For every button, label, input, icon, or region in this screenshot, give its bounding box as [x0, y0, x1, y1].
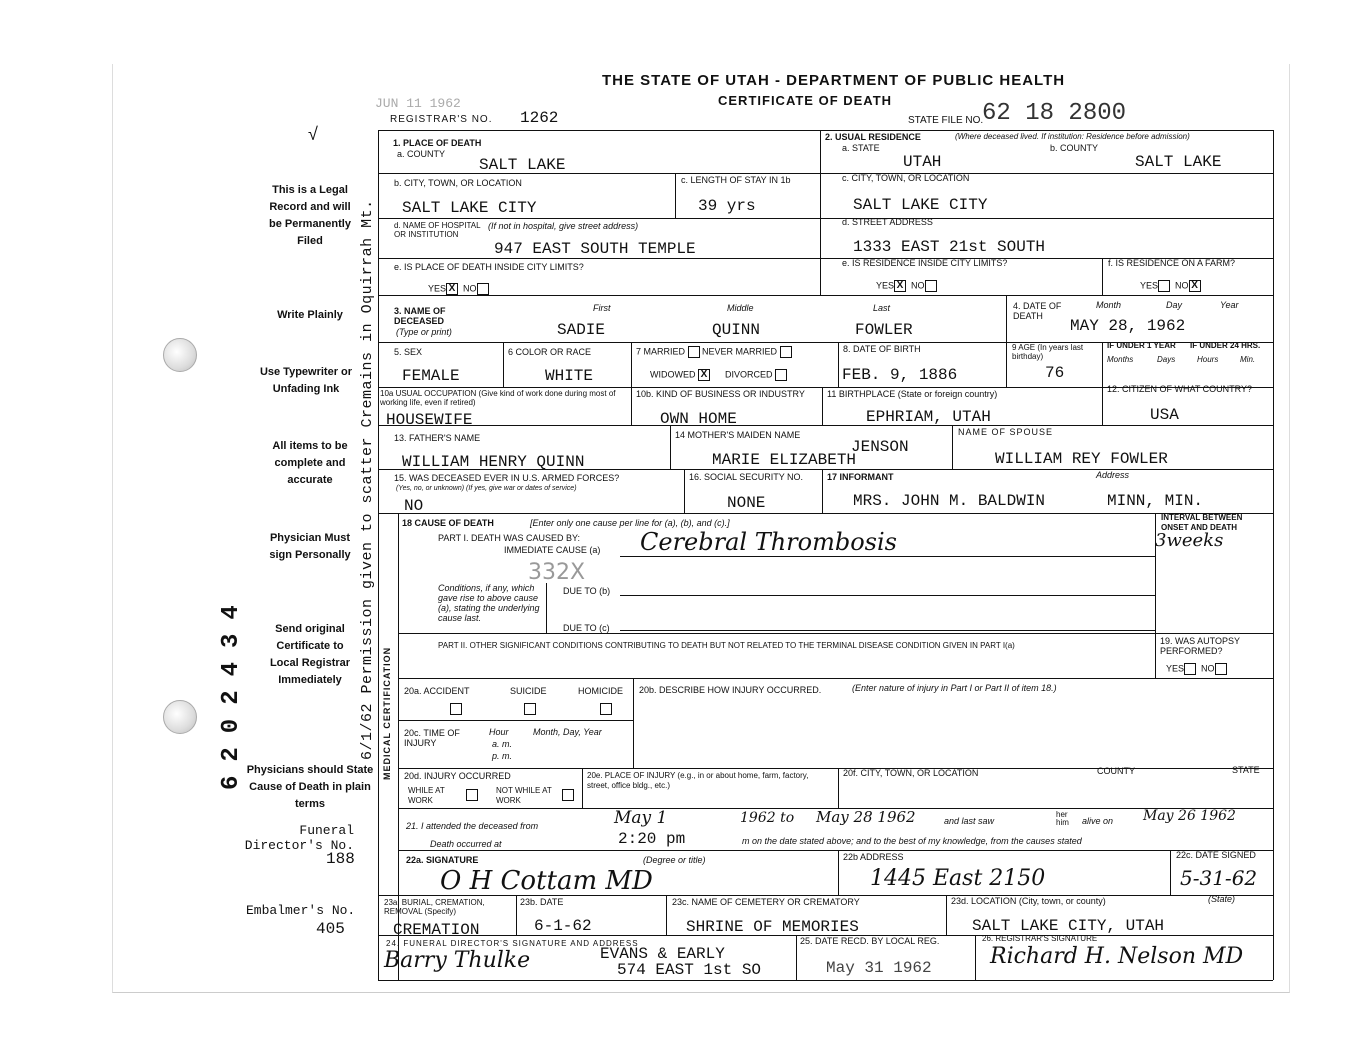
- write-plainly-note: Write Plainly: [277, 309, 343, 321]
- state-file-label: STATE FILE NO.: [908, 115, 984, 126]
- form-title: THE STATE OF UTAH - DEPARTMENT OF PUBLIC HEALTH: [602, 72, 1066, 89]
- physician-address: 1445 East 2150: [870, 866, 1046, 891]
- business-industry: OWN HOME: [660, 410, 737, 428]
- form-subtitle: CERTIFICATE OF DEATH: [718, 93, 893, 108]
- funeral-director-label: Funeral Director's No.: [244, 823, 354, 853]
- punch-hole-bottom: [163, 700, 197, 734]
- date-received: May 31 1962: [826, 959, 932, 977]
- legal-record-note: This is a Legal Record and will be Permanently Filed: [269, 184, 351, 247]
- residence-street: 1333 EAST 21st SOUTH: [853, 238, 1046, 256]
- deceased-middle-name: QUINN: [712, 321, 761, 339]
- last-seen-alive: May 26 1962: [1143, 808, 1236, 824]
- birthplace: EPHRIAM, UTAH: [866, 408, 991, 426]
- informant-name: MRS. JOHN M. BALDWIN: [853, 492, 1046, 510]
- age: 76: [1045, 364, 1065, 382]
- cremains-permission-note: 6/1/62 Permission given to scatter Cremains in Oquirrah Mt.: [359, 199, 376, 760]
- race: WHITE: [545, 367, 594, 385]
- physician-signature: O H Cottam MD: [440, 866, 653, 896]
- funeral-director-signature: Barry Thulke: [384, 948, 531, 973]
- cemetery-location: SALT LAKE CITY, UTAH: [972, 917, 1165, 935]
- attended-from: May 1: [614, 808, 668, 828]
- mother-maiden-name: MARIE ELIZABETH: [712, 451, 857, 469]
- funeral-home-name: EVANS & EARLY: [600, 945, 725, 963]
- residence-state: UTAH: [903, 153, 942, 171]
- spouse-name: WILLIAM REY FOWLER: [995, 450, 1168, 468]
- attended-to: May 28 1962: [816, 808, 916, 826]
- immediate-cause: Cerebral Thrombosis: [640, 528, 897, 556]
- disposition-date: 6-1-62: [534, 917, 592, 935]
- registrar-no: 1262: [520, 109, 559, 127]
- residence-county: SALT LAKE: [1135, 153, 1222, 171]
- death-in-city-limits: YES X NO: [428, 283, 489, 295]
- social-security-no: NONE: [727, 494, 766, 512]
- typewriter-note: Use Typewriter or Unfading Ink: [259, 366, 353, 395]
- received-stamp: JUN 11 1962: [375, 96, 461, 111]
- autopsy-performed: YES NO: [1166, 663, 1227, 675]
- date-of-birth: FEB. 9, 1886: [842, 366, 958, 384]
- check-mark: √: [308, 124, 318, 144]
- interval-a: 3weeks: [1155, 530, 1224, 551]
- physicians-should-note: Physicians should State Cause of Death in plain terms: [246, 764, 374, 810]
- cemetery-name: SHRINE OF MEMORIES: [686, 918, 859, 936]
- punch-hole-top: [163, 338, 197, 372]
- registrar-no-label: REGISTRAR'S NO.: [390, 114, 493, 125]
- embalmer-no: 405: [316, 920, 345, 938]
- deceased-first-name: SADIE: [557, 321, 606, 339]
- registrar-signature: Richard H. Nelson MD: [990, 944, 1244, 969]
- citizenship: USA: [1150, 406, 1179, 424]
- date-of-death: MAY 28, 1962: [1070, 317, 1186, 335]
- funeral-director-no: 188: [326, 850, 355, 868]
- death-county: SALT LAKE: [479, 156, 566, 174]
- deceased-last-name: FOWLER: [855, 321, 913, 339]
- residence-on-farm: YES NO X: [1140, 280, 1201, 292]
- armed-forces: NO: [404, 497, 424, 515]
- hospital-name: 947 EAST SOUTH TEMPLE: [494, 240, 696, 258]
- length-of-stay: 39 yrs: [698, 197, 756, 215]
- physician-sign-note: Physician Must sign Personally: [269, 532, 351, 561]
- send-original-note: Send original Certificate to Local Registrar Immediately: [269, 623, 351, 686]
- side-serial-number: 6202434: [218, 591, 245, 790]
- funeral-home-address: 574 EAST 1st SO: [617, 961, 762, 979]
- complete-note: All items to be complete and accurate: [272, 440, 348, 486]
- date-signed: 5-31-62: [1180, 866, 1258, 890]
- place-of-death-label: 1. PLACE OF DEATH: [393, 138, 482, 148]
- occupation: HOUSEWIFE: [386, 411, 473, 429]
- informant-address: MINN, MIN.: [1107, 492, 1204, 510]
- disposition: CREMATION: [393, 921, 480, 939]
- father-name: WILLIAM HENRY QUINN: [402, 453, 585, 471]
- death-city: SALT LAKE CITY: [402, 199, 537, 217]
- marital-status: 7 MARRIED NEVER MARRIED: [636, 346, 792, 358]
- state-file-no: 62 18 2800: [982, 100, 1127, 127]
- cause-code: 332X: [528, 560, 586, 585]
- time-of-death: 2:20 pm: [618, 830, 686, 848]
- embalmer-label: Embalmer's No.: [246, 903, 356, 918]
- medical-certification-label: MEDICAL CERTIFICATION: [382, 646, 392, 780]
- sex: FEMALE: [402, 367, 460, 385]
- residence-in-city-limits: YES X NO: [876, 280, 937, 292]
- residence-city: SALT LAKE CITY: [853, 196, 988, 214]
